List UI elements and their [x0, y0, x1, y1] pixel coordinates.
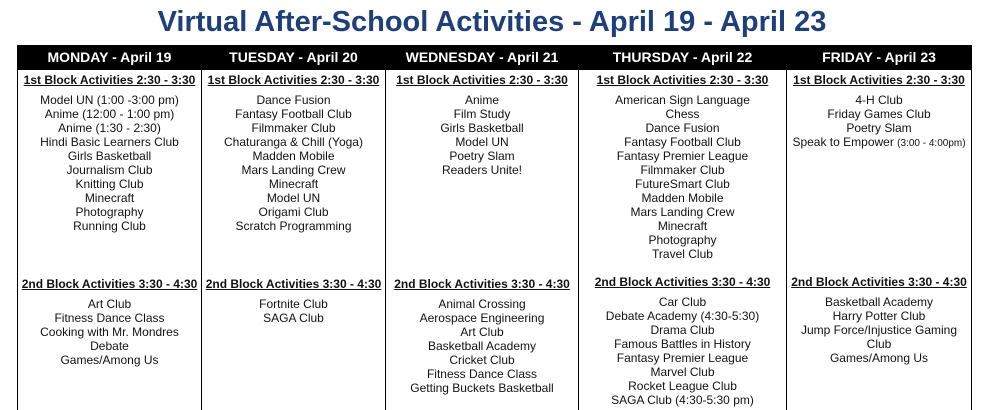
activity-time: (3:00 - 4:00pm) [897, 138, 966, 149]
block-2 [202, 277, 385, 325]
day-header: WEDNESDAY - April 21 [386, 45, 578, 70]
block-title: 1st Block Activities 2:30 - 3:30 [207, 73, 380, 87]
activity-item: Filmmaker Club [640, 163, 725, 177]
activity-item: Fitness Dance Class [426, 367, 538, 381]
activity-item: FutureSmart Club [635, 177, 730, 191]
activity-item: Travel Club [652, 247, 713, 261]
activity-item: Minecraft [657, 219, 708, 233]
day-header: MONDAY - April 19 [18, 45, 201, 70]
activity-item: Minecraft [84, 191, 135, 205]
activity-item: Model UN (1:00 -3:00 pm) [40, 93, 179, 107]
activity-item: Art Club [87, 297, 132, 311]
activity-item: Debate [90, 339, 129, 353]
activity-item: Model UN [266, 191, 321, 205]
activity-item: Anime (1:30 - 2:30) [58, 121, 161, 135]
block-title: 1st Block Activities 2:30 - 3:30 [596, 73, 769, 87]
activity-item: Car Club [658, 295, 707, 309]
activity-item: Harry Potter Club [832, 309, 926, 323]
block-title: 2nd Block Activities 3:30 - 4:30 [394, 277, 570, 291]
activity-name: Speak to Empower [792, 135, 894, 149]
activity-item: Getting Buckets Basketball [410, 381, 554, 395]
activity-item: Art Club [460, 325, 504, 339]
activity-item: Basketball Academy [824, 295, 934, 309]
block-title: 2nd Block Activities 3:30 - 4:30 [594, 275, 771, 289]
block-1 [787, 73, 971, 151]
activity-item: Scratch Programming [235, 219, 352, 233]
activity-item: Games/Among Us [829, 351, 929, 365]
activity-item: Knitting Club [75, 177, 144, 191]
activity-item: Anime [464, 93, 499, 107]
block-title: 1st Block Activities 2:30 - 3:30 [396, 73, 568, 87]
activity-item: Dance Fusion [256, 93, 331, 107]
activity-item: Fortnite Club [259, 297, 328, 311]
block-2 [787, 275, 971, 365]
activity-item: Poetry Slam [449, 149, 515, 163]
activity-item: Hindi Basic Learners Club [40, 135, 179, 149]
activity-item: Marvel Club [650, 365, 715, 379]
day-column-tuesday [202, 45, 386, 410]
activity-item: Film Study [453, 107, 511, 121]
activity-item: Origami Club [258, 205, 329, 219]
block-1 [386, 73, 578, 177]
activity-item: Drama Club [650, 323, 715, 337]
activity-item: Mars Landing Crew [630, 205, 735, 219]
activity-item: Aerospace Engineering [419, 311, 545, 325]
activity-item [787, 135, 971, 151]
activity-item: Friday Games Club [827, 107, 931, 121]
day-column-thursday [579, 45, 787, 410]
activity-item: Fantasy Football Club [235, 107, 352, 121]
block-2 [579, 275, 786, 407]
day-column-wednesday [386, 45, 579, 410]
day-header: FRIDAY - April 23 [787, 45, 971, 70]
activity-item: Club [866, 337, 892, 351]
activity-item: Photography [75, 205, 144, 219]
activity-item: Jump Force/Injustice Gaming [800, 323, 958, 337]
block-title: 1st Block Activities 2:30 - 3:30 [23, 73, 196, 87]
activity-item: Famous Battles in History [614, 337, 751, 351]
activity-item: Mars Landing Crew [241, 163, 346, 177]
block-2 [386, 277, 578, 395]
activity-item: Madden Mobile [252, 149, 335, 163]
activity-item: Fantasy Premier League [616, 351, 749, 365]
day-column-monday [18, 45, 202, 410]
activity-item: Cricket Club [449, 353, 515, 367]
page-title: Virtual After-School Activities - April 19 - April 23 [157, 6, 827, 38]
activity-item: Girls Basketball [67, 149, 152, 163]
activity-item: Photography [648, 233, 717, 247]
block-title: 2nd Block Activities 3:30 - 4:30 [791, 275, 967, 289]
activity-item: Debate Academy (4:30-5:30) [605, 309, 760, 323]
activity-item: Dance Fusion [645, 121, 720, 135]
activity-item: Anime (12:00 - 1:00 pm) [44, 107, 175, 121]
block-1 [579, 73, 786, 261]
activity-item: Madden Mobile [641, 191, 724, 205]
schedule-grid [17, 45, 972, 410]
block-1 [202, 73, 385, 233]
day-header: THURSDAY - April 22 [579, 45, 786, 70]
activity-item: 4-H Club [855, 93, 903, 107]
activity-item: Model UN [455, 135, 509, 149]
activity-item: Minecraft [268, 177, 319, 191]
activity-item: American Sign Language [615, 93, 750, 107]
activity-item: Chess [665, 107, 700, 121]
day-column-friday [787, 45, 972, 410]
block-title: 2nd Block Activities 3:30 - 4:30 [21, 277, 198, 291]
activity-item: Poetry Slam [846, 121, 912, 135]
activity-item: SAGA Club [263, 311, 324, 325]
activity-item: SAGA Club (4:30-5:30 pm) [611, 393, 754, 407]
block-1 [18, 73, 201, 233]
activity-item: Fantasy Football Club [624, 135, 741, 149]
block-title: 1st Block Activities 2:30 - 3:30 [793, 73, 965, 87]
activity-item: Journalism Club [66, 163, 153, 177]
activity-item: Fantasy Premier League [616, 149, 749, 163]
activity-item: Girls Basketball [440, 121, 524, 135]
activity-item: Readers Unite! [441, 163, 523, 177]
activity-item: Cooking with Mr. Mondres [40, 325, 179, 339]
activity-item: Filmmaker Club [251, 121, 336, 135]
day-header: TUESDAY - April 20 [202, 45, 385, 70]
activity-item: Basketball Academy [427, 339, 537, 353]
activity-item: Rocket League Club [628, 379, 737, 393]
block-title: 2nd Block Activities 3:30 - 4:30 [205, 277, 382, 291]
activity-item: Fitness Dance Class [54, 311, 165, 325]
activity-item: Animal Crossing [438, 297, 526, 311]
block-2 [18, 277, 201, 367]
activity-item: Running Club [73, 219, 146, 233]
activity-item: Chaturanga & Chill (Yoga) [224, 135, 363, 149]
activity-item: Games/Among Us [60, 353, 159, 367]
